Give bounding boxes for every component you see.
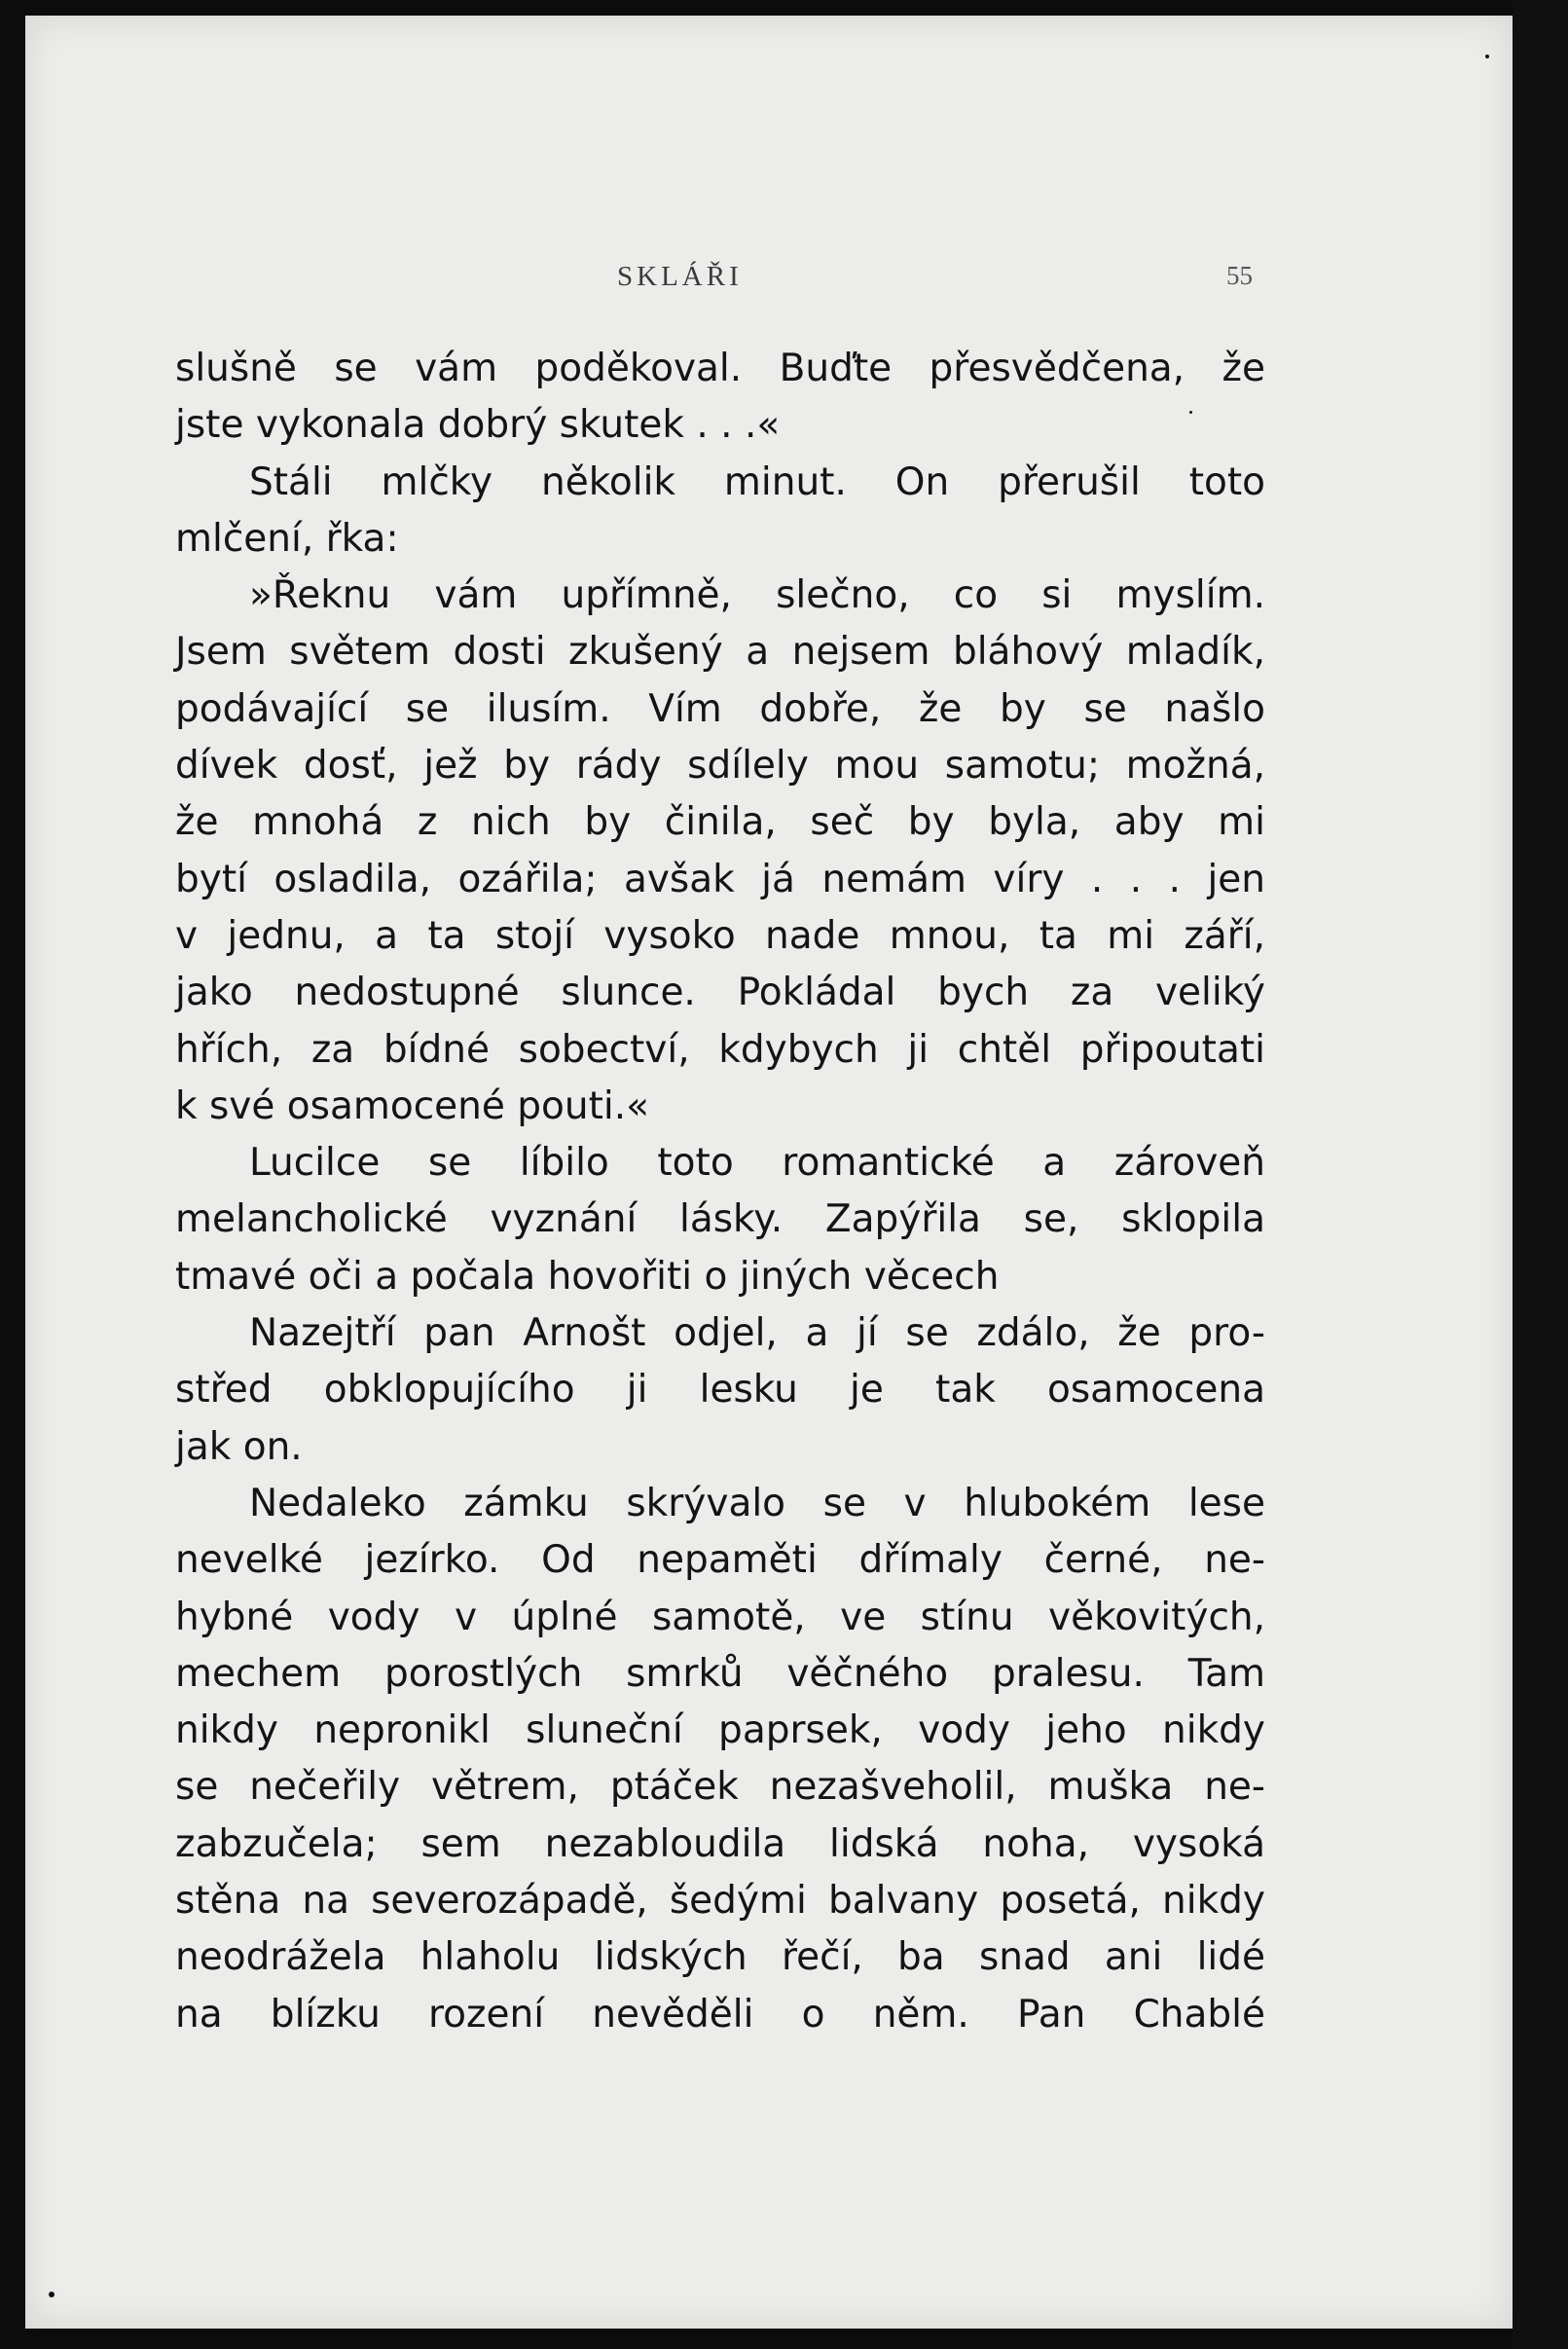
- book-page: [25, 16, 1513, 2329]
- scan-border: [1513, 0, 1568, 2349]
- text-line: neodrážela hlaholu lidských řečí, ba snad ani lidé: [175, 1935, 1265, 1980]
- text-line: střed obklopujícího ji lesku je tak osamocena: [175, 1368, 1265, 1413]
- text-line: melancholické vyznání lásky. Zapýřila se, sklopila: [175, 1197, 1265, 1242]
- page-header: [25, 261, 1513, 300]
- text-line: že mnohá z nich by činila, seč by byla, aby mi: [175, 800, 1265, 845]
- running-title: SKLÁŘI: [617, 261, 743, 292]
- text-line: se nečeřily větrem, ptáček nezašveholil, muška ne-: [175, 1765, 1265, 1810]
- text-line: tmavé oči a počala hovořiti o jiných věcech: [175, 1254, 1000, 1299]
- page-number: 55: [1226, 261, 1253, 290]
- text-line: mlčení, řka:: [175, 516, 399, 561]
- text-line: dívek dosť, jež by rády sdílely mou samotu; možná,: [175, 744, 1265, 789]
- text-line: stěna na severozápadě, šedými balvany posetá, nikdy: [175, 1879, 1265, 1924]
- text-line: k své osamocené pouti.«: [175, 1083, 649, 1128]
- text-line: bytí osladila, ozářila; avšak já nemám víry . . . jen: [175, 857, 1265, 901]
- text-line: slušně se vám poděkoval. Buďte přesvědčena, že: [175, 347, 1265, 390]
- text-line: jako nedostupné slunce. Pokládal bych za veliký: [175, 971, 1265, 1015]
- text-line: zabzučela; sem nezabloudila lidská noha, vysoká: [175, 1821, 1265, 1866]
- text-line: jak on.: [175, 1424, 303, 1469]
- text-line: nikdy nepronikl sluneční paprsek, vody jeho nikdy: [175, 1708, 1265, 1753]
- text-line: hřích, za bídné sobectví, kdybych ji chtěl připoutati: [175, 1027, 1265, 1072]
- text-line: »Řeknu vám upřímně, slečno, co si myslím.: [249, 573, 1265, 618]
- text-line: Stáli mlčky několik minut. On přerušil toto: [249, 459, 1265, 504]
- text-line: Jsem světem dosti zkušený a nejsem bláhový mladík,: [175, 630, 1265, 675]
- text-line: v jednu, a ta stojí vysoko nade mnou, ta mi září,: [175, 913, 1265, 958]
- text-line: jste vykonala dobrý skutek . . .«: [175, 403, 781, 448]
- text-line: mechem porostlých smrků věčného pralesu. Tam: [175, 1651, 1265, 1696]
- text-line: Lucilce se líbilo toto romantické a zároveň: [249, 1141, 1265, 1186]
- text-line: podávající se ilusím. Vím dobře, že by se našlo: [175, 686, 1265, 731]
- print-speck: [1485, 55, 1489, 58]
- text-line: Nazejtří pan Arnošt odjel, a jí se zdálo, že pro-: [249, 1311, 1265, 1356]
- text-line: hybné vody v úplné samotě, ve stínu věkovitých,: [175, 1595, 1265, 1639]
- text-line: Nedaleko zámku skrývalo se v hlubokém lese: [249, 1481, 1265, 1525]
- body-text: [175, 341, 1265, 2043]
- print-speck: [49, 2292, 55, 2297]
- print-speck: [1189, 411, 1192, 414]
- text-line: na blízku rození nevěděli o něm. Pan Chablé: [175, 1992, 1265, 2037]
- text-line: nevelké jezírko. Od nepaměti dřímaly černé, ne-: [175, 1538, 1265, 1583]
